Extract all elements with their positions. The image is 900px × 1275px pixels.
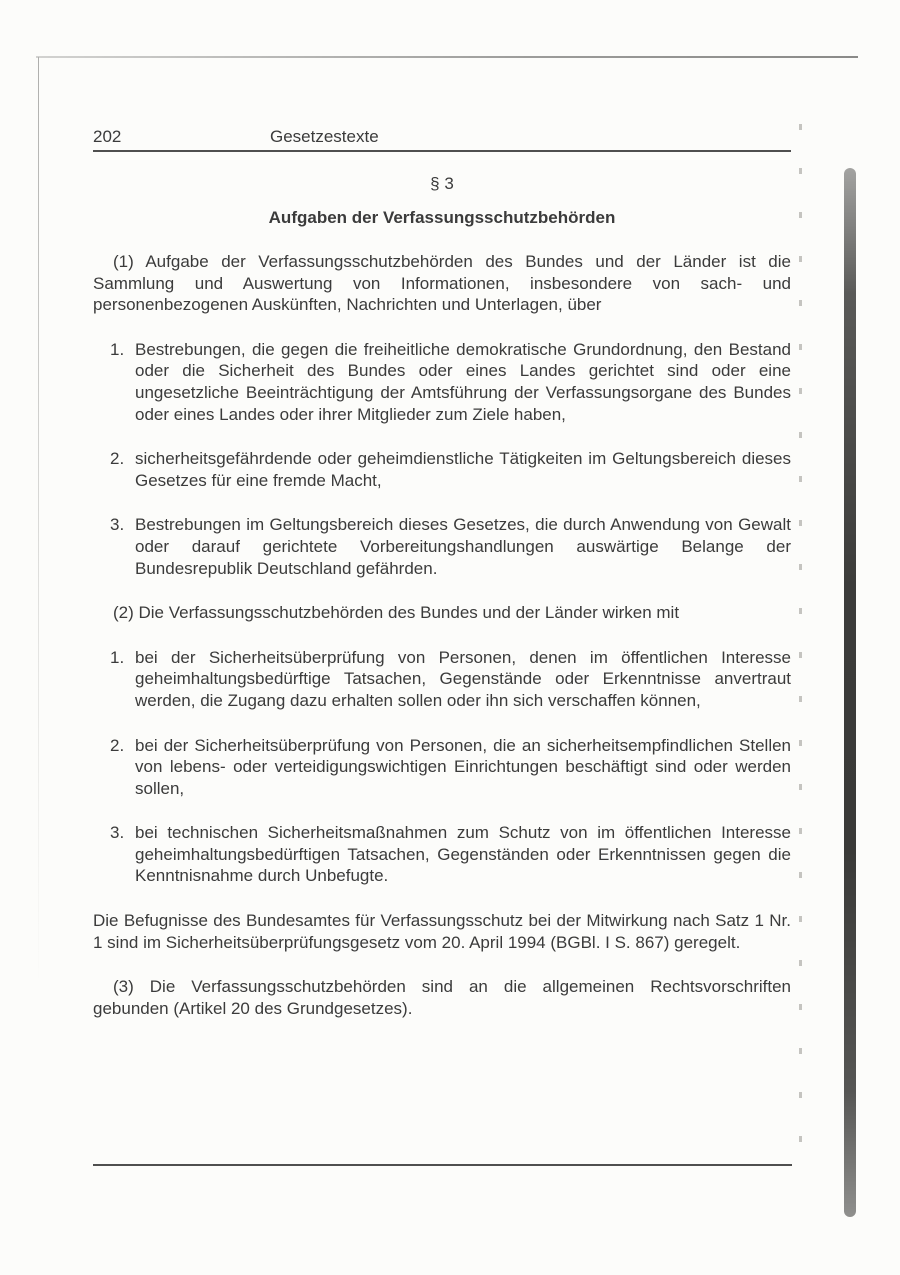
paragraph-1: (1) Aufgabe der Verfassungsschutzbehörden des Bundes und der Länder ist die Sammlung und Auswertung von Informationen, insbesondere von sach- und personenbezogenen Auskünften, Nachrichten und Unterlagen, über — [93, 252, 791, 315]
list-item-text: sicherheitsgefährdende oder geheimdienstliche Tätigkeiten im Geltungsbereich dieses Gesetzes für eine fremde Macht, — [135, 449, 791, 490]
list-item-number: 3. — [110, 515, 125, 535]
list-item — [93, 647, 791, 712]
header-rule — [93, 150, 791, 152]
list-item-text: Bestrebungen im Geltungsbereich dieses Gesetzes, die durch Anwendung von Gewalt oder darauf gerichtete Vorbereitungshandlungen auswärtige Belange der Bundesrepublik Deutschland gefährden. — [135, 515, 791, 578]
list-item-text: bei der Sicherheitsüberprüfung von Personen, denen im öffentlichen Interesse geheimhaltungsbedürftige Tatsachen, Gegenstände oder Erkenntnisse anvertraut werden, die Zugang dazu erhalten sollen oder ihn sich verschaffen können, — [135, 647, 791, 710]
page-edge-left-artifact — [38, 57, 39, 987]
list-item-number: 2. — [110, 735, 125, 755]
list-item — [93, 822, 791, 887]
list-item-text: bei der Sicherheitsüberprüfung von Personen, die an sicherheitsempfindlichen Stellen von lebens- oder verteidigungswichtigen Einrichtungen beschäftigt sind oder werden sollen, — [135, 735, 791, 798]
list-item-text: Bestrebungen, die gegen die freiheitliche demokratische Grundordnung, den Bestand oder die Sicherheit des Bundes oder eines Landes gerichtet sind oder eine ungesetzliche Beeinträchtigung der Amtsführung der Verfassungsorgane des Bundes oder eines Landes oder ihrer Mitglieder zum Ziele haben, — [135, 339, 791, 424]
footer-rule — [93, 1164, 792, 1166]
list-item-number: 3. — [110, 823, 125, 843]
book-spine-shadow — [844, 168, 856, 1217]
section-symbol: § 3 — [430, 174, 454, 193]
paragraph-2: (2) Die Verfassungsschutzbehörden des Bundes und der Länder wirken mit — [113, 603, 680, 623]
list-item-text: bei technischen Sicherheitsmaßnahmen zum Schutz von im öffentlichen Interesse geheimhaltungsbedürftigen Tatsachen, Gegenständen oder Erkenntnissen gegen die Kenntnisnahme durch Unbefugte. — [135, 823, 791, 886]
page-header — [93, 126, 791, 147]
list-item — [93, 514, 791, 579]
scan-speck-column — [799, 124, 802, 1148]
list-item-number: 1. — [110, 339, 125, 359]
list-item — [93, 339, 791, 425]
paragraph-4: (3) Die Verfassungsschutzbehörden sind an die allgemeinen Rechtsvorschriften gebunden (Artikel 20 des Grundgesetzes). — [93, 977, 791, 1018]
page-content — [93, 126, 791, 1019]
running-head: Gesetzestexte — [270, 127, 379, 146]
list-item-number: 2. — [110, 449, 125, 469]
list-item-number: 1. — [110, 647, 125, 667]
page-edge-top-artifact — [36, 56, 858, 58]
section-title: Aufgaben der Verfassungsschutzbehörden — [268, 208, 616, 227]
page-number: 202 — [93, 127, 122, 146]
list-item — [93, 448, 791, 491]
paragraph-3: Die Befugnisse des Bundesamtes für Verfassungsschutz bei der Mitwirkung nach Satz 1 Nr. 1 sind im Sicherheitsüberprüfungsgesetz vom 20. April 1994 (BGBl. I S. 867) geregelt. — [93, 911, 791, 952]
list-item — [93, 735, 791, 800]
